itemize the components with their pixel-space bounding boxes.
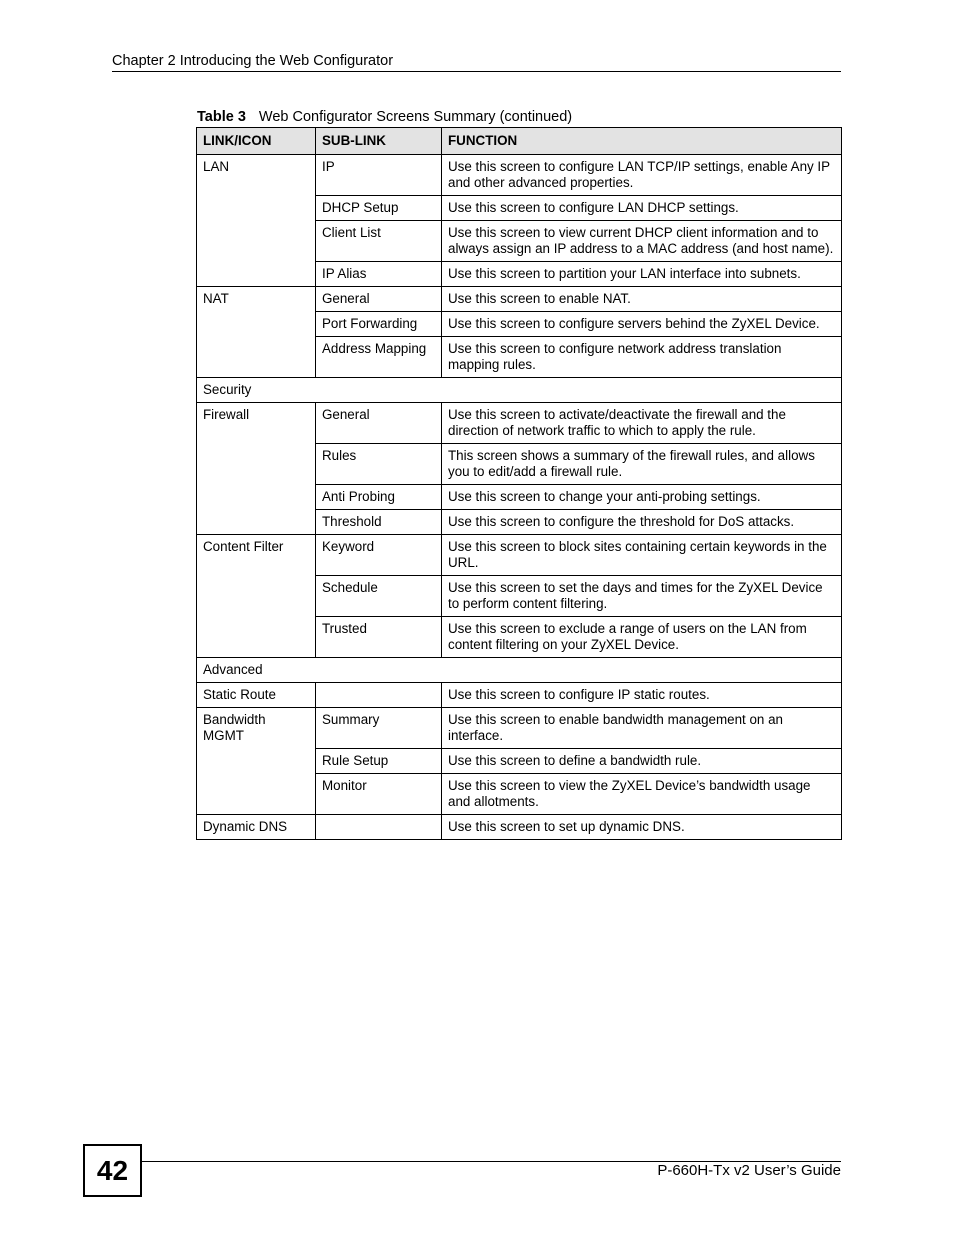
function-cell: Use this screen to change your anti-probing settings. [442,485,842,510]
function-cell: Use this screen to define a bandwidth rule. [442,749,842,774]
table-row [197,403,842,444]
function-cell: Use this screen to configure the threshold for DoS attacks. [442,510,842,535]
screens-summary-table [196,127,842,840]
link-cell: Dynamic DNS [197,815,316,840]
function-cell: Use this screen to configure IP static routes. [442,683,842,708]
table-row [197,708,842,749]
function-cell: Use this screen to view current DHCP client information and to always assign an IP address to a MAC address (and host name). [442,221,842,262]
column-header-sub-link: SUB-LINK [316,128,442,155]
table-row [197,287,842,312]
function-cell: Use this screen to configure LAN DHCP settings. [442,196,842,221]
sub-link-cell [316,683,442,708]
sub-link-cell: Schedule [316,576,442,617]
function-cell: Use this screen to configure LAN TCP/IP settings, enable Any IP and other advanced properties. [442,155,842,196]
sub-link-cell: General [316,403,442,444]
sub-link-cell: Client List [316,221,442,262]
table-caption [197,108,572,126]
sub-link-cell: Address Mapping [316,337,442,378]
sub-link-cell: Threshold [316,510,442,535]
sub-link-cell: Port Forwarding [316,312,442,337]
sub-link-cell: Summary [316,708,442,749]
sub-link-cell: IP Alias [316,262,442,287]
link-cell: Static Route [197,683,316,708]
function-cell: Use this screen to exclude a range of users on the LAN from content filtering on your ZyXEL Device. [442,617,842,658]
function-cell: Use this screen to activate/deactivate the firewall and the direction of network traffic to which to apply the rule. [442,403,842,444]
column-header-function: FUNCTION [442,128,842,155]
column-header-link-icon: LINK/ICON [197,128,316,155]
sub-link-cell: Rule Setup [316,749,442,774]
link-cell: NAT [197,287,316,378]
section-cell-security: Security [197,378,842,403]
table-caption-title: Web Configurator Screens Summary (continued) [258,109,573,125]
sub-link-cell: IP [316,155,442,196]
sub-link-cell [316,815,442,840]
function-cell: This screen shows a summary of the firewall rules, and allows you to edit/add a firewall rule. [442,444,842,485]
link-cell: Content Filter [197,535,316,658]
table-caption-label: Table 3 [197,109,246,125]
sub-link-cell: Trusted [316,617,442,658]
link-cell: LAN [197,155,316,287]
sub-link-cell: DHCP Setup [316,196,442,221]
function-cell: Use this screen to configure servers behind the ZyXEL Device. [442,312,842,337]
function-cell: Use this screen to set the days and times for the ZyXEL Device to perform content filtering. [442,576,842,617]
guide-title: P-660H-Tx v2 User’s Guide [657,1162,841,1179]
function-cell: Use this screen to block sites containing certain keywords in the URL. [442,535,842,576]
page-number: 42 [83,1144,142,1197]
link-cell: Bandwidth MGMT [197,708,316,815]
function-cell: Use this screen to partition your LAN interface into subnets. [442,262,842,287]
table-row [197,683,842,708]
function-cell: Use this screen to view the ZyXEL Device’s bandwidth usage and allotments. [442,774,842,815]
function-cell: Use this screen to enable NAT. [442,287,842,312]
link-cell: Firewall [197,403,316,535]
table-row [197,535,842,576]
table-row [197,155,842,196]
section-cell-advanced: Advanced [197,658,842,683]
section-row [197,658,842,683]
running-header: Chapter 2 Introducing the Web Configurator [112,52,841,72]
sub-link-cell: General [316,287,442,312]
function-cell: Use this screen to enable bandwidth management on an interface. [442,708,842,749]
sub-link-cell: Monitor [316,774,442,815]
function-cell: Use this screen to configure network address translation mapping rules. [442,337,842,378]
sub-link-cell: Anti Probing [316,485,442,510]
sub-link-cell: Keyword [316,535,442,576]
sub-link-cell: Rules [316,444,442,485]
table-row [197,815,842,840]
function-cell: Use this screen to set up dynamic DNS. [442,815,842,840]
table-header-row [197,128,842,155]
section-row [197,378,842,403]
